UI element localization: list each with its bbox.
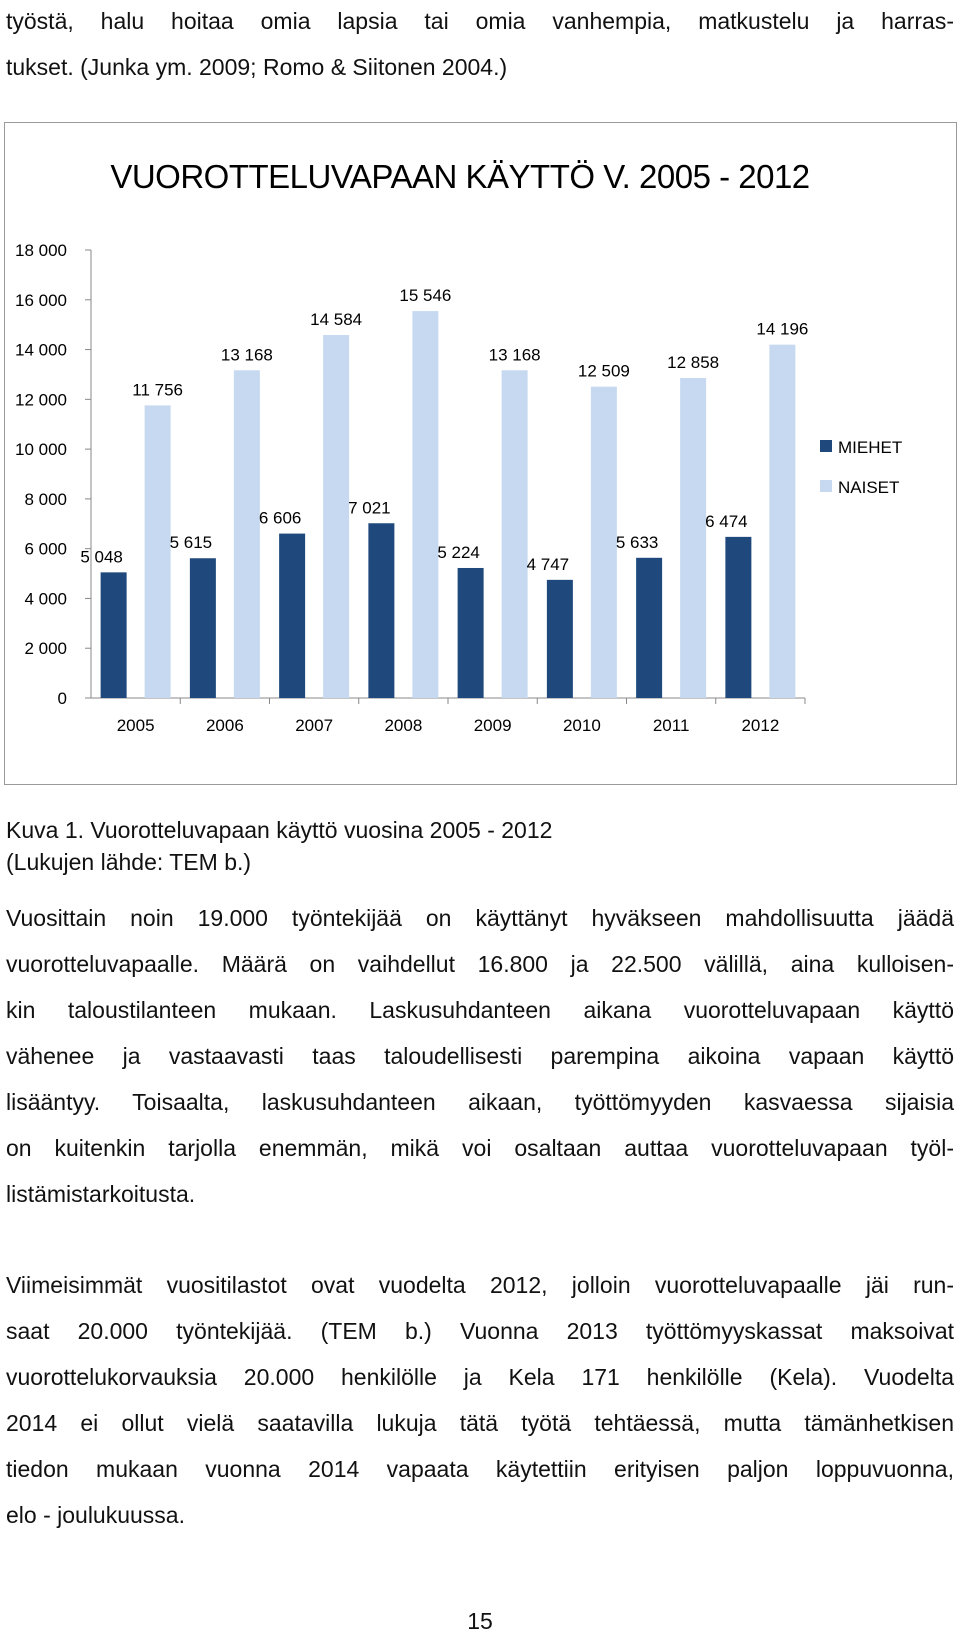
legend	[820, 438, 902, 497]
text-line: saat 20.000 työntekijää. (TEM b.) Vuonna 2013 työttömyyskassat maksoivat	[6, 1318, 954, 1344]
text-line: tukset. (Junka ym. 2009; Romo & Siitonen 2004.)	[6, 54, 508, 80]
bar-miehet	[547, 580, 573, 698]
y-tick-label: 12 000	[15, 390, 67, 410]
data-label: 5 615	[169, 533, 213, 553]
bar-miehet	[279, 534, 305, 698]
data-label: 13 168	[220, 345, 273, 365]
bar-naiset	[145, 405, 171, 698]
paragraph-top	[6, 0, 954, 90]
text-line: elo - joulukuussa.	[6, 1502, 185, 1528]
page-number: 15	[467, 1608, 493, 1634]
figure-caption: Kuva 1. Vuorotteluvapaan käyttö vuosina 2005 - 2012	[6, 817, 553, 843]
chart-frame	[4, 122, 957, 785]
data-label: 15 546	[399, 286, 452, 306]
x-tick-label: 2010	[562, 716, 601, 735]
text-line: lisääntyy. Toisaalta, laskusuhdanteen aikaan, työttömyyden kasvaessa sijaisia	[6, 1089, 954, 1115]
y-tick-label: 14 000	[15, 340, 67, 360]
text-line: vuorottelukorvauksia 20.000 henkilölle ja Kela 171 henkilölle (Kela). Vuodelta	[6, 1364, 954, 1390]
bar-naiset	[769, 345, 795, 698]
y-tick-label: 18 000	[15, 241, 67, 260]
x-tick-label: 2006	[205, 716, 244, 735]
text-line: vuorotteluvapaalle. Määrä on vaihdellut 16.800 ja 22.500 välillä, aina kulloisen-	[6, 951, 954, 977]
chart-title: VUOROTTELUVAPAAN KÄYTTÖ V. 2005 - 2012	[110, 158, 810, 195]
x-tick-label: 2012	[741, 716, 780, 735]
data-label: 13 168	[488, 345, 541, 365]
bar-miehet	[368, 523, 394, 698]
bar-chart	[5, 123, 956, 784]
bar-miehet	[725, 537, 751, 698]
text-line: 2014 ei ollut vielä saatavilla lukuja tätä työtä tehtäessä, mutta tämänhetkisen	[6, 1410, 954, 1436]
figure-source: (Lukujen lähde: TEM b.)	[6, 849, 252, 875]
legend-swatch	[820, 480, 832, 492]
text-line: on kuitenkin tarjolla enemmän, mikä voi osaltaan auttaa vuorotteluvapaan työl-	[6, 1135, 954, 1161]
x-tick-label: 2005	[116, 716, 155, 735]
y-tick-label: 16 000	[15, 290, 67, 310]
data-label: 5 633	[615, 532, 659, 552]
data-label: 7 021	[348, 498, 391, 518]
data-label: 5 224	[437, 542, 480, 562]
bar-miehet	[101, 572, 127, 698]
text-line: listämistarkoitusta.	[6, 1181, 196, 1207]
x-tick-label: 2011	[652, 716, 690, 735]
text-line: vähenee ja vastaavasti taas taloudellisesti parempina aikoina vapaan käyttö	[6, 1043, 954, 1069]
bar-naiset	[502, 370, 528, 698]
text-line: Vuosittain noin 19.000 työntekijää on käyttänyt hyväkseen mahdollisuutta jäädä	[6, 905, 954, 931]
text-line: työstä, halu hoitaa omia lapsia tai omia vanhempia, matkustelu ja harras-	[6, 8, 954, 34]
bar-miehet	[458, 568, 484, 698]
data-label: 14 584	[310, 310, 363, 330]
text-line: Viimeisimmät vuositilastot ovat vuodelta 2012, jolloin vuorotteluvapaalle jäi run-	[6, 1272, 954, 1298]
text-line: kin taloustilanteen mukaan. Laskusuhdanteen aikana vuorotteluvapaan käyttö	[6, 997, 954, 1023]
data-label: 11 756	[132, 380, 183, 400]
data-label: 6 606	[258, 508, 302, 528]
data-label: 5 048	[80, 547, 123, 567]
x-tick-label: 2008	[384, 716, 423, 735]
bar-miehet	[190, 558, 216, 698]
bar-miehet	[636, 558, 662, 698]
y-tick-label: 6 000	[24, 539, 67, 559]
legend-swatch	[820, 440, 832, 452]
bar-naiset	[680, 378, 706, 698]
bar-naiset	[412, 311, 438, 698]
y-tick-label: 2 000	[24, 639, 67, 659]
legend-label: NAISET	[838, 478, 900, 497]
bar-naiset	[323, 335, 349, 698]
bar-naiset	[234, 370, 260, 698]
data-label: 12 858	[667, 352, 720, 372]
paragraph-2	[6, 895, 954, 1217]
data-label: 12 509	[577, 361, 630, 381]
text-line: tiedon mukaan vuonna 2014 vapaata käytettiin erityisen paljon loppuvuonna,	[6, 1456, 954, 1482]
x-tick-label: 2009	[473, 716, 512, 735]
data-label: 4 747	[526, 554, 570, 574]
data-label: 14 196	[756, 319, 809, 339]
y-tick-label: 10 000	[15, 440, 67, 460]
y-tick-label: 8 000	[24, 489, 67, 509]
y-tick-label: 4 000	[24, 589, 67, 609]
legend-label: MIEHET	[838, 438, 903, 457]
paragraph-3	[6, 1262, 954, 1538]
data-label: 6 474	[705, 511, 748, 531]
bar-naiset	[591, 387, 617, 698]
y-tick-label: 0	[57, 689, 67, 708]
x-tick-label: 2007	[295, 716, 334, 735]
